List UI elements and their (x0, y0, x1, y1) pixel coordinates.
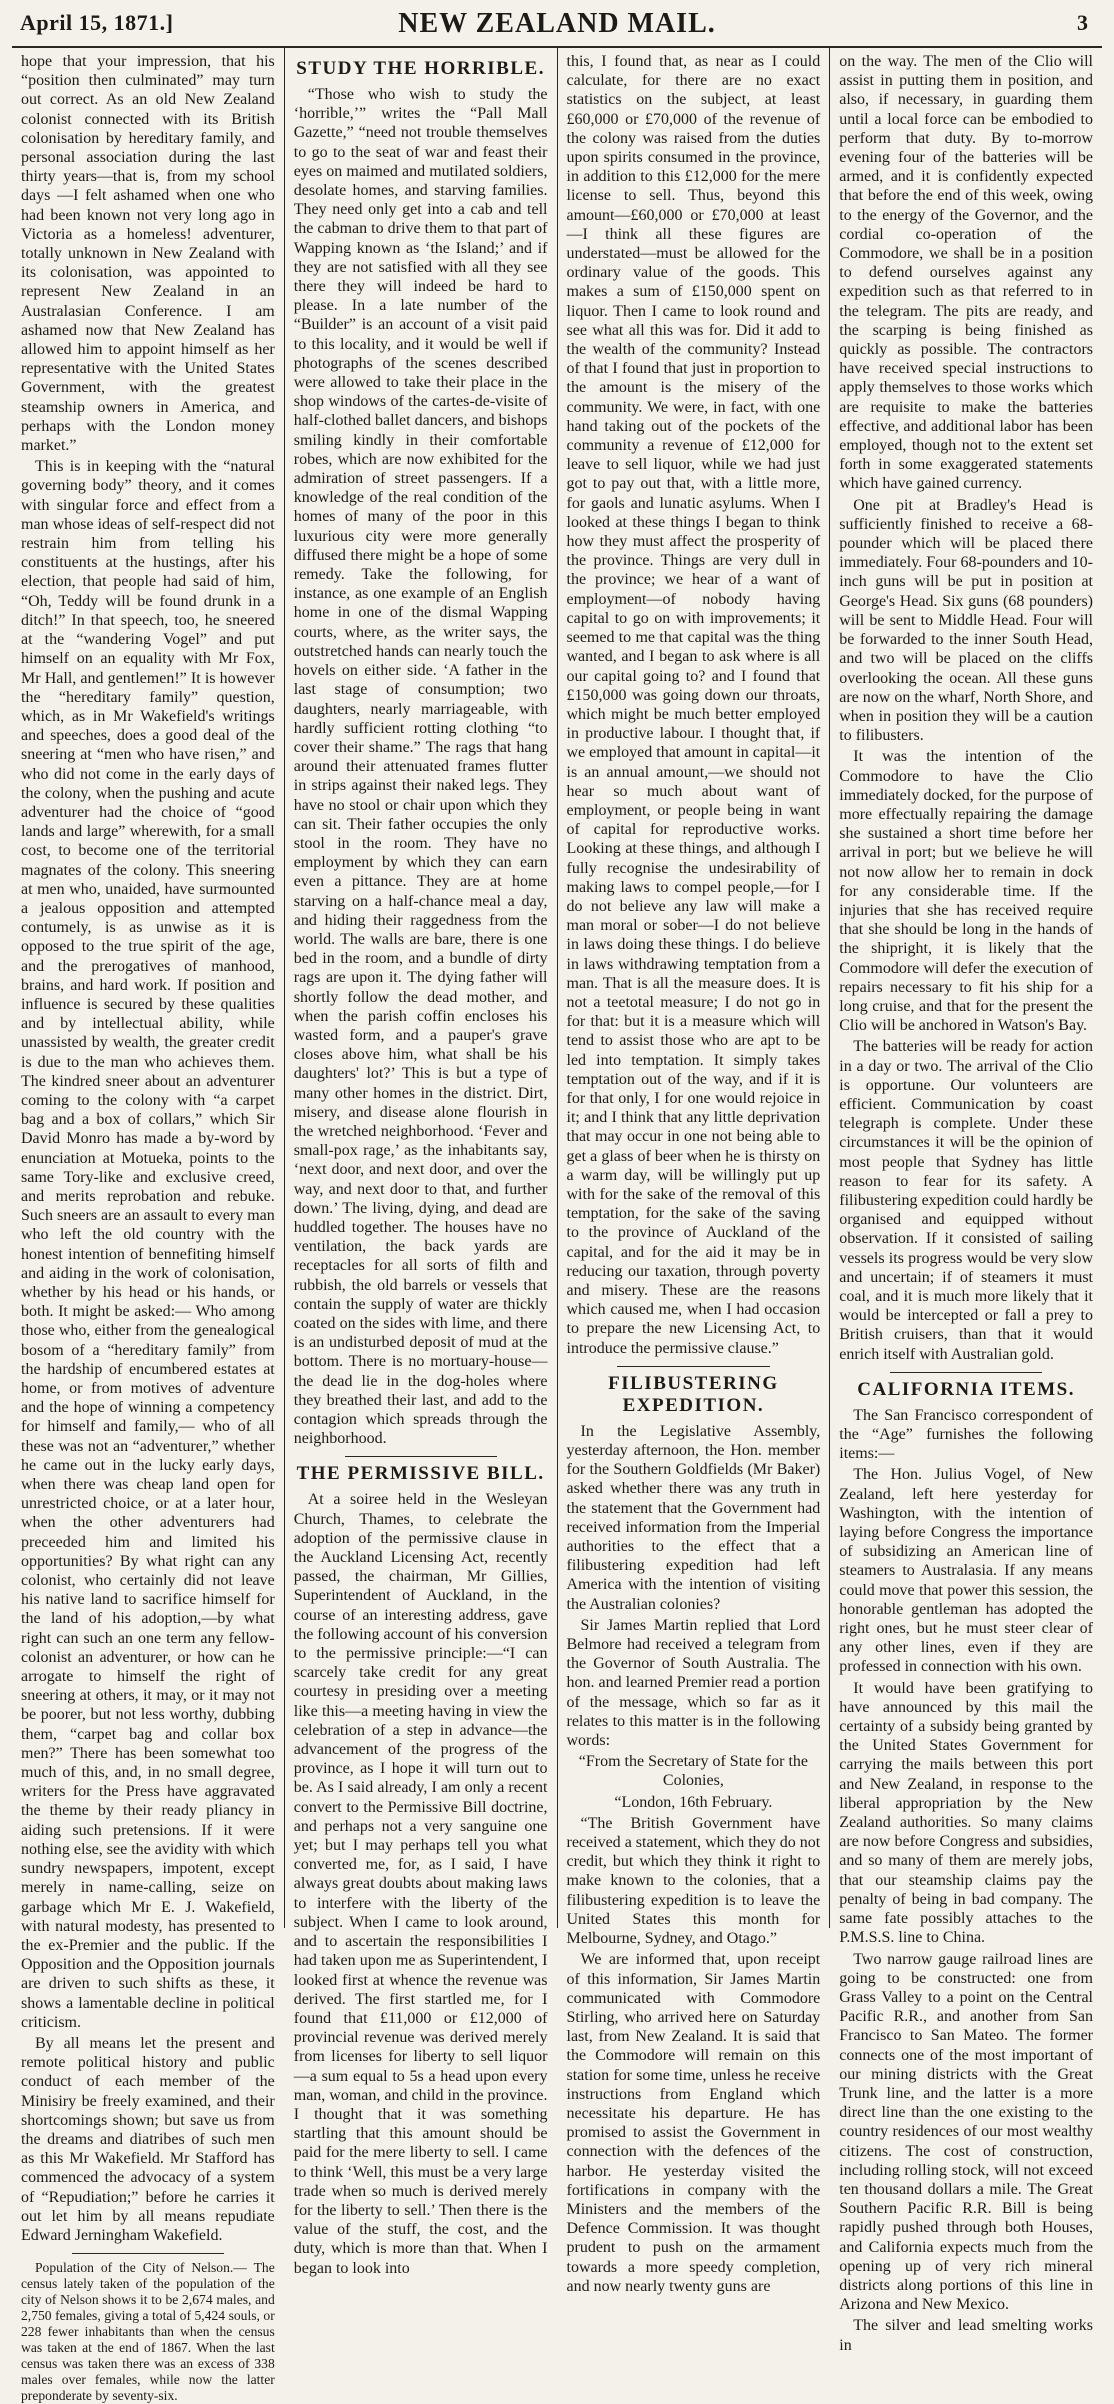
article-paragraph: The Hon. Julius Vogel, of New Zealand, left here yesterday for Washington, with the intention of laying before Congress the importance of subsidizing an American line of steamers to Australasia. If any means could move that power this session, the honorable gentleman has adopted the right ones, but he must steer clear of any other lines, even if they are professed in connection with his own. (839, 1466, 1093, 1676)
article-paragraph: We are informed that, upon receipt of this information, Sir James Martin communicated with Commodore Stirling, who arrived here on Saturday last, from New Zealand. It is said that the Commodore will remain on this station for some time, unless he receive instructions from England which necessitate his departure. He has promised to assist the Government in connection with the defences of the harbor. He yesterday visited the fortifications in company with the Ministers and the members of the Defence Commission. It was thought prudent to push on the armament towards a more speedy completion, and now nearly twenty guns are (566, 1951, 821, 2295)
column-3 (557, 48, 830, 2295)
article-paragraph: Sir James Martin replied that Lord Belmore had received a telegram from the Governor of South Australia. The hon. and learned Premier read a portion of the message, which so far as it relates to this matter is in the following words: (566, 1616, 821, 1750)
article-paragraph: on the way. The men of the Clio will assist in putting them in position, and also, if necessary, in guarding them until a local force can be embodied to perform that duty. By to-morrow evening four of the batteries will be armed, and it is confidently expected that before the end of this week, owing to the energy of the Governor, and the cordial co-operation of the Commodore, we shall be in a position to defend ourselves against any expedition such as that referred to in the telegram. The pits are ready, and the scarping is being finished as quickly as possible. The contractors have received special instructions to apply themselves to those works which are requisite to make the batteries effective, and additional labor has been employed, though not to the extent set forth in some exaggerated statements which have gained currency. (839, 53, 1093, 493)
article-paragraph: It would have been gratifying to have announced by this mail the certainty of a subsidy being granted by the United States Government for carrying the mails between this port and New Zealand, in response to the liberal appropriation by the New Zealand authorities. So many claims are now before Congress and subsidies, and so many of them are merely jobs, that our steamship claims pay the penalty of being in bad company. The same fate possibly attaches to the P.M.S.S. line to China. (839, 1679, 1093, 1947)
article-paragraph: hope that your impression, that his “position then culminated” may turn out correct. As an old New Zealand colonist connected with its British colonisation by hereditary family, and personal association during the last thirty years—that is, from my school days —I felt ashamed when one who had been known not very long ago in Victoria as a homeless! adventurer, totally unknown in New Zealand with its colonisation, was appointed to represent New Zealand in an Australasian Conference. I am ashamed now that New Zealand has allowed him to appoint himself as her representative with the United States Government, with the greatest steamship owners in America, and perhaps with the London money market.” (21, 53, 275, 455)
article-divider (345, 1456, 497, 1457)
heading-california-items: CALIFORNIA ITEMS. (857, 1378, 1075, 1400)
column-1 (12, 48, 284, 2404)
masthead (12, 8, 1102, 44)
article-paragraph: “The British Government have received a statement, which they do not credit, but which they think it right to make known to the colonies, that a filibustering expedition is to leave the United States this month for Melbourne, Sydney, and Otago.” (566, 1814, 821, 1948)
article-divider (617, 1366, 769, 1367)
article-paragraph: The San Francisco correspondent of the “Age” furnishes the following items:— (839, 1406, 1093, 1463)
telegram-dateline: “London, 16th February. (614, 1793, 773, 1811)
article-paragraph: this, I found that, as near as I could calculate, for there are no exact statistics on the subject, at least £60,000 or £70,000 of the revenue of the colony was raised from the duties upon spirits consumed in the province, in addition to this £12,000 for the mere license to sell. Thus, beyond this amount—£60,000 or £70,000 at least—I think all these figures are understated—must be allowed for the ordinary value of the goods. This makes a sum of £150,000 spent on liquor. Then I came to look round and see what all this was for. Did it add to the wealth of the community? Instead of that I found that just in proportion to the amount is the misery of the community. We were, in fact, with one hand taking out of the pockets of the community a revenue of £12,000 for leave to sell liquor, while we had just got to pay out that, with a little more, for gaols and lunatic asylums. When I looked at these things I began to think how they must affect the prosperity of the province. Things are very dull in the province; we hear of a want of employment—of nobody having capital to go on with improvements; it seemed to me that capital was the thing wanted, and I began to ask where is all our capital going to? and I found that £150,000 was going down our throats, which might be much better employed in productive labour. I thought that, if we employed that amount in capital—it is an annual amount,—we should not hear so much about want of employment, or people being in want of capital for reproductive works. Looking at these things, and although I fully recognise the undesirability of making laws to compel people,—for I do not believe any law will make a man moral or sober—I do not believe in laws doing these things. I do believe in laws withdrawing temptation from a man. That is all the measure does. It is not a teetotal measure; I do not go in for that: but it is a measure which will tend to assist those who are apt to be led into temptation. It simply takes temptation out of the way, and if it is for that only, I for one would rejoice in it; and I think that any little deprivation that may occur in one not being able to get a glass of beer when he is thirsty on a warm day, will be willingly put up with for the sake of the removal of this temptation, for the sake of the saving to the province of Auckland of the capital, and for the aid it may be in reducing our taxation, through poverty and misery. These are the reasons which caused me, when I had occasion to prepare the new Licensing Act, to introduce the permissive clause.” (566, 53, 821, 1357)
column-4 (829, 48, 1102, 2354)
population-note (21, 2260, 275, 2404)
article-paragraph: The silver and lead smelting works in (839, 2317, 1093, 2354)
heading-permissive-bill: THE PERMISSIVE BILL. (296, 1463, 545, 1485)
article-paragraph: It was the intention of the Commodore to have the Clio immediately docked, for the purpose of more effectually repairing the damage she sustained a short time before her arrival in port; but we believe he will not now allow her to remain in dock for any considerable time. If the injuries that she has received require that she should be long in the hands of the shipright, it is likely that the Commodore will defer the execution of repairs necessary to fit his ship for a long cruise, and that for the present the Clio will be anchored in Watson's Bay. (839, 748, 1093, 1035)
article-paragraph: “Those who wish to study the ‘horrible,’” writes the “Pall Mall Gazette,” “need not trouble themselves to go to the seat of war and feast their eyes on maimed and mutilated soldiers, desolate homes, and starving families. They need only get into a cab and tell the cabman to drive them to that part of Wapping known as ‘the Island;’ and if they are not satisfied with all they see there they will indeed be hard to please. In a late number of the “Builder” is an account of a visit paid to this locality, and it would be well if photographs of the scenes described were allowed to take their place in the shop windows of the cartes-de-visite of half-clothed ballet dancers, and bishops smiling kindly in their comfortable robes, which are now exhibited for the admiration of street passengers. If a knowledge of the real condition of the homes of many of the poor in this luxurious city were more generally diffused there might be a hope of some remedy. Take the following, for instance, as one example of an English home in one of the dismal Wapping courts, where, as the writer says, the outstretched hands can nearly touch the hovels on either side. ‘A father in the last stage of consumption; two daughters, nearly marriageable, with hardly sufficient rotting clothing “to cover their shame.” The rags that hang around their attenuated frames flutter in strips against their naked legs. They have no stool or chair upon which they can sit. Their father occupies the only stool in the room. They have no employment by which they can earn even a pittance. They are at home starving on a half-chance meal a day, and hiding their raggedness from the world. The walls are bare, there is one bed in the room, and a bundle of dirty rags are upon it. The dying father will shortly follow the dead mother, and when the parish coffin encloses his wasted form, and a pauper's grave closes above him, what shall be his daughters' lot?’ This is but a type of many other homes in the district. Dirt, misery, and disease alone flourish in the wretched neighborhood. ‘Fever and small-pox rage,’ as the inhabitants say, ‘next door, and next door, and over the way, and next door to that, and further down.’ The living, dying, and dead are huddled together. The houses have no ventilation, the back yards are receptacles for all sorts of filth and rubbish, the old barrels or vessels that contain the supply of water are thickly coated on the sides with lime, and there is an undisturbed deposit of mud at the bottom. There is no mortuary-house—the dead lie in the dog-holes where they breathed their last, and add to the contagion which spreads through the neighborhood. (293, 86, 548, 1448)
newspaper-title: NEW ZEALAND MAIL. (398, 8, 716, 39)
heading-filibustering-expedition: FILIBUSTERING EXPEDITION. (608, 1372, 779, 1416)
article-paragraph: One pit at Bradley's Head is sufficiently finished to receive a 68-pounder which will be placed there immediately. Four 68-pounders and 10-inch guns will be put in position at George's Head. Six guns (68 pounders) will be sent to Middle Head. Four will be forwarded to the inner South Head, and two will be placed on the cliffs overlooking the ocean. All these guns are now on the wharf, North Shore, and when in position they will be a caution to filibusters. (839, 496, 1093, 745)
article-paragraph: Two narrow gauge railroad lines are going to be constructed: one from Grass Valley to a point on the Central Pacific R.R., and another from San Francisco to San Mateo. The former connects one of the most important of our mining districts with the Great Trunk line, and the latter is a more direct line than the one existing to the country residences of our most wealthy citizens. The cost of construction, including rolling stock, will not exceed ten thousand dollars a mile. The Great Southern Pacific R.R. Bill is being rapidly pushed through both Houses, and California expects much from the opening up of very rich mineral districts along portions of this line in Arizona and New Mexico. (839, 1950, 1093, 2314)
issue-date: April 15, 1871.] (20, 10, 174, 35)
heading-study-the-horrible: STUDY THE HORRIBLE. (296, 58, 545, 79)
article-paragraph: The batteries will be ready for action in a day or two. The arrival of the Clio is opportune. Our volunteers are efficient. Communication by coast telegraph is complete. Under these circumstances it will be the opinion of most people that Sydney has little reason to fear for its safety. A filibustering expedition could hardly be organised and equipped without observation. If it consisted of sailing vessels its progress would be very slow and uncertain; if of steamers it must coal, and it is much more likely that it would be intercepted or fall a prey to British cruisers, than that it would enrich itself with Australian gold. (839, 1038, 1093, 1363)
article-divider (72, 2253, 224, 2254)
page-number: 3 (1077, 10, 1088, 35)
article-divider (890, 1372, 1042, 1373)
article-paragraph: In the Legislative Assembly, yesterday afternoon, the Hon. member for the Southern Goldfields (Mr Baker) asked whether there was any truth in the statement that the Government had received information from the Imperial authorities to the effect that a filibustering expedition had left America with the intention of visiting the Australian colonies? (566, 1422, 821, 1613)
telegram-from: “From the Secretary of State for the Colonies, (578, 1753, 808, 1790)
article-paragraph: By all means let the present and remote political history and public conduct of each member of the Minisiry be freely examined, and their shortcomings shown; but save us from the dreams and diatribes of such men as this Mr Wakefield. Mr Stafford has commenced the advocacy of a system of “Repudiation;” before he carries it out let him by all means repudiate Edward Jerningham Wakefield. (21, 2034, 275, 2244)
population-note-text: Population of the City of Nelson.— The census lately taken of the population of the city of Nelson shows it to be 2,674 males, and 2,750 females, giving a total of 5,424 souls, or 228 fewer inhabitants than when the census was taken at the end of 1867. When the last census was taken there was an excess of 338 males over females, while now the latter preponderate by seventy-six. (21, 2260, 275, 2404)
article-paragraph: This is in keeping with the “natural governing body” theory, and it comes with singular force and effect from a man whose ideas of self-respect did not restrain him from telling his constituents at the hustings, after his election, that people had said of him, “Oh, Teddy will be found drunk in a ditch!” In that speech, too, he sneered at the “wandering Vogel” and put himself on an equality with Mr Fox, Mr Hall, and gentlemen!” It is however the “hereditary family” question, which, as in Mr Wakefield's writings and speeches, does a good deal of the sneering at “men who have risen,” and who did not come in the early days of the colony, when the pushing and acute adventurer had the choice of “good lands and large” wherewith, for a small cost, to become one of the territorial magnates of the colony. This sneering at men who, unaided, have surmounted a jealous opposition and attempted contumely, is as unwise as it is opposed to the true spirit of the age, and the prerogatives of manhood, brains, and hard work. If position and influence is secured by these qualities and by intellectual ability, while unassisted by wealth, the greater credit is due to the man who achieves them. The kindred sneer about an adventurer coming to the colony with “a carpet bag and a box of collars,” which Sir David Monro has made a by-word by enunciation at Motueka, points to the same Tory-like and exclusive creed, and merits reprobation and rebuke. Such sneers are an assault to every man who left the old country with the honest intention of bennefiting himself and aiding in the work of colonisation, whether by his head or his hands, or both. It might be asked:— Who among those who, either from the genealogical bosom of a “hereditary family” from the hardship of encumbered estates at home, or from motives of adventure and the hope of winning a competency for himself and family,— who of all these was not an “adventurer,” whether he came out in the lucky early days, when there was cheap land open for unrestricted choice, or at a later hour, when the other adventurers had preceeded him and limited his opportunities? By what right can any colonist, who certainly did not leave his native land to sacrifice himself for the land of his adoption,—by what right can such an one term any fellow-colonist an adventurer, or how can he arrogate to himself the right of sneering at others, it may, or it may not be poorer, but not less worthy, dubbing them, “carpet bag and collar box men?” There has been somewhat too much of this, and, in no small degree, writers for the Press have aggravated the theme by their ready pliancy in aiding such pretensions. If it were nothing else, see the avidity with which sundry newspapers, impotent, except merely in name-calling, seize on garbage which Mr E. J. Wakefield, with natural modesty, has presented to the ex-Premier and the public. If the Opposition and the Opposition journals are driven to such shifts as these, it shows a lamentable decline in political criticism. (21, 458, 275, 2031)
column-2 (284, 48, 557, 2277)
columns (12, 48, 1102, 2404)
article-paragraph: At a soiree held in the Wesleyan Church, Thames, to celebrate the adoption of the permissive clause in the Auckland Licensing Act, recently passed, the chairman, Mr Gillies, Superintendent of Auckland, in the course of an interesting address, gave the following account of his conversion to the permissive principle:—“I can scarcely take credit for any great courtesy in presiding over a meeting like this—a meeting having in view the celebration of a step in advance—the advancement of the progress of the province, as I hope it will turn out to be. As I said already, I am only a recent convert to the Permissive Bill doctrine, and perhaps not a very sanguine one yet; but I may perhaps tell you what converted me, for, as I said, I have always great doubts about making laws to interfere with the liberty of the subject. When I came to look around, and to ascertain the responsibilities I had taken upon me as Superintendent, I looked first at whence the revenue was derived. The first startled me, for I found that £11,000 or £12,000 of provincial revenue was derived merely from licenses for liberty to sell liquor—a sum equal to 5s a head upon every man, woman, and child in the province. I thought that it was something startling that this amount should be paid for the mere liberty to sell. I came to think ‘Well, this must be a very large trade when so much is derived merely for the liberty to sell.’ Then there is the value of the stuff, the cost, and the duty, which is more than that. When I began to look into (293, 1491, 548, 2277)
